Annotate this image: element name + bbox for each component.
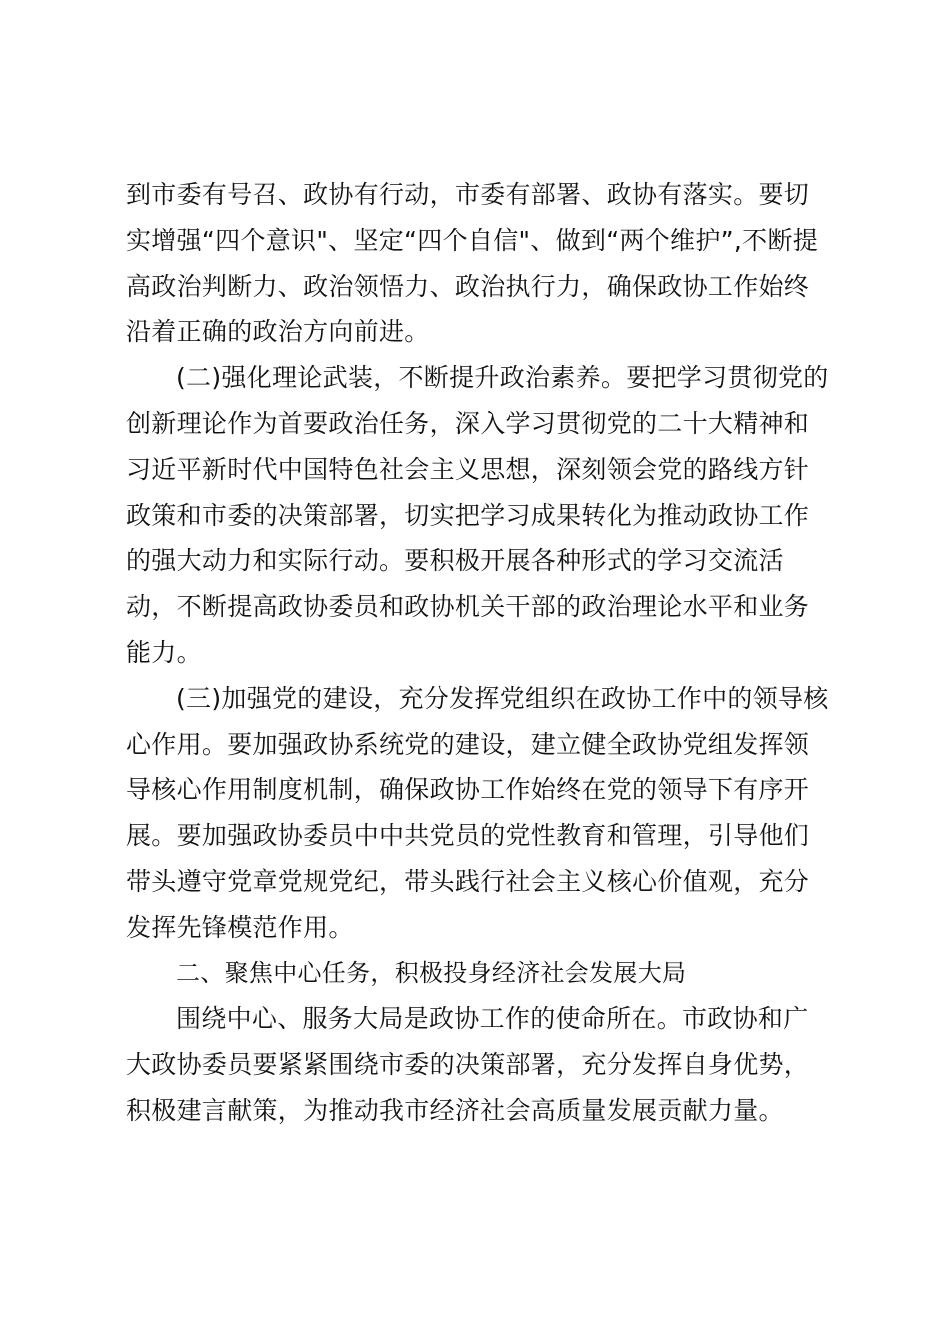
text-line: 政策和市委的决策部署，切实把学习成果转化为推动政协工作 — [126, 500, 810, 530]
paragraph-theory-study — [126, 355, 829, 676]
text-line: 到市委有号召、政协有行动，市委有部署、政协有落实。要切 — [126, 180, 810, 209]
text-line: 的强大动力和实际行动。要积极开展各种形式的学习交流活 — [126, 546, 784, 576]
text-line: 实增强“四个意识"、坚定“四个自信"、做到“两个维护”,不断提 — [126, 225, 819, 255]
text-line: 导核心作用制度机制，确保政协工作始终在党的领导下有序开 — [126, 775, 810, 805]
text-line: 心作用。要加强政协系统党的建设，建立健全政协党组发挥领 — [126, 729, 810, 759]
text-line: 发挥先锋模范作用。 — [126, 912, 354, 942]
paragraph-continuation — [126, 172, 826, 355]
paragraph-party-building — [126, 676, 829, 951]
text-line: 展。要加强政协委员中中共党员的党性教育和管理，引导他们 — [126, 821, 810, 851]
document-body — [126, 172, 829, 1134]
text-line: 能力。 — [126, 637, 202, 667]
text-line: 动，不断提高政协委员和政协机关干部的政治理论水平和业务 — [126, 592, 810, 622]
text-line: 积极建言献策，为推动我市经济社会高质量发展贡献力量。 — [126, 1095, 784, 1125]
text-line: 习近平新时代中国特色社会主义思想，深刻领会党的路线方针 — [126, 454, 810, 484]
section-heading: 二、聚焦中心任务，积极投身经济社会发展大局 — [176, 958, 687, 987]
text-line: (三)加强党的建设，充分发挥党组织在政协工作中的领导核 — [176, 683, 829, 713]
paragraph-central-tasks — [126, 996, 826, 1133]
text-line: 沿着正确的政治方向前进。 — [126, 317, 430, 347]
text-line: 带头遵守党章党规党纪，带头践行社会主义核心价值观，充分 — [126, 866, 810, 896]
text-line: 高政治判断力、政治领悟力、政治执行力，确保政协工作始终 — [126, 271, 810, 301]
text-line: 大政协委员要紧紧围绕市委的决策部署，充分发挥自身优势， — [126, 1050, 810, 1080]
text-line: 创新理论作为首要政治任务，深入学习贯彻党的二十大精神和 — [126, 408, 810, 438]
text-line: 围绕中心、服务大局是政协工作的使命所在。市政协和广 — [176, 1004, 809, 1034]
text-line: (二)强化理论武装，不断提升政治素养。要把学习贯彻党的 — [176, 363, 829, 393]
